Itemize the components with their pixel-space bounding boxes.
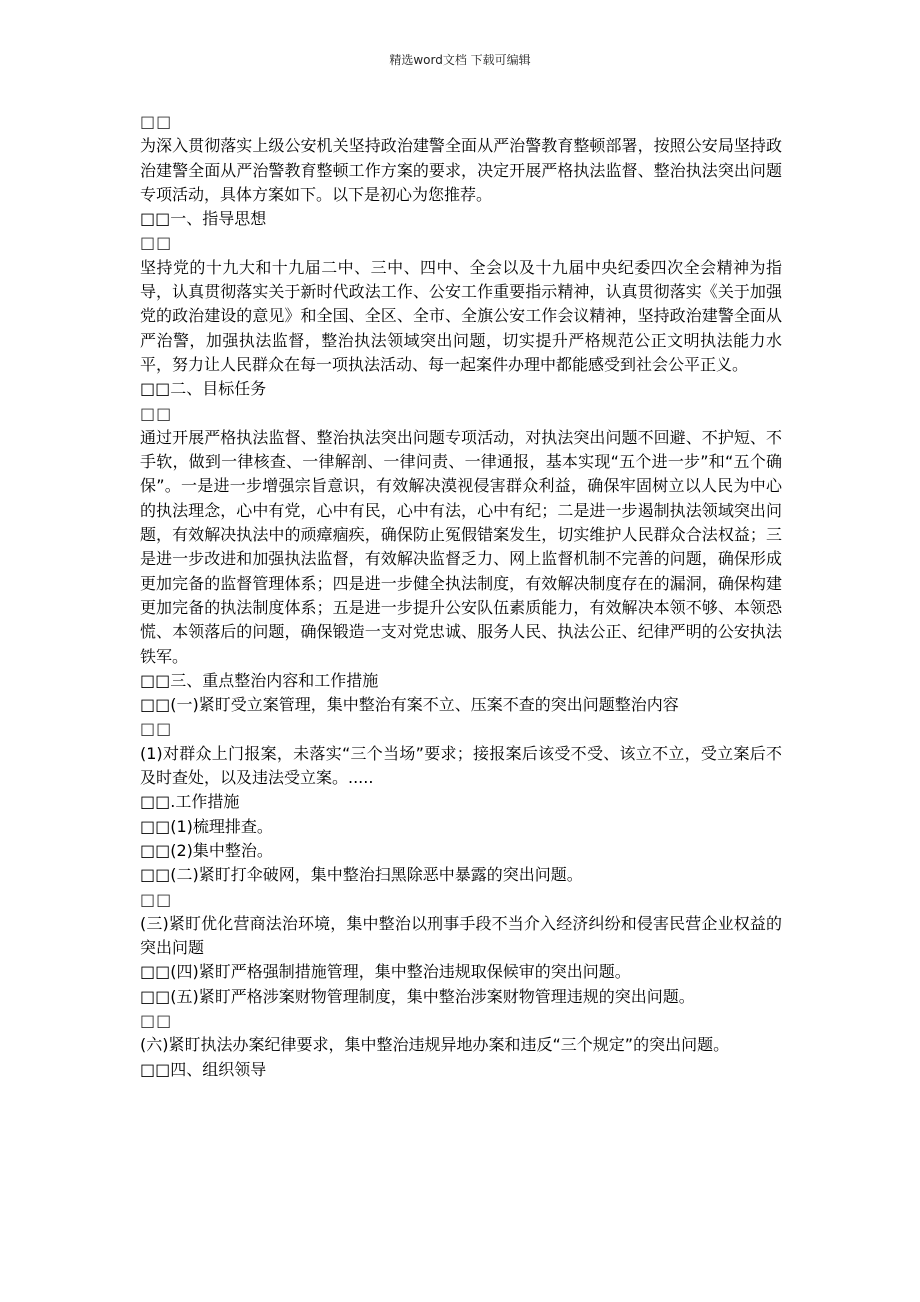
item-coercive-measures: □□(四)紧盯严格强制措施管理，集中整治违规取保候审的突出问题。 [140, 962, 631, 982]
intro-paragraph: 为深入贯彻落实上级公安机关坚持政治建警全面从严治警教育整顿部署，按照公安局坚持政治建警全面从严治警教育整顿工作方案的要求，决定开展严格执法监督、整治执法突出问题专项活动，具体方案如下。以下是初心为您推荐。 [140, 136, 782, 204]
goals-paragraph: 通过开展严格执法监督、整治执法突出问题专项活动，对执法突出问题不回避、不护短、不手软，做到一律核查、一律解剖、一律问责、一律通报，基本实现“五个进一步”和“五个确保”。一是进一步增强宗旨意识，有效解决漠视侵害群众利益，确保牢固树立以人民为中心的执法理念，心中有党，心中有民，心中有法，心中有纪；二是进一步遏制执法领域突出问题，有效解决执法中的顽瘴痼疾，确保防止冤假错案发生，切实维护人民群众合法权益；三是进一步改进和加强执法监督，有效解决监督乏力、网上监督机制不完善的问题，确保形成更加完备的监督管理体系；四是进一步健全执法制度，有效解决制度存在的漏洞，确保构建更加完备的执法制度体系；五是进一步提升公安队伍素质能力，有效解决本领不够、本领恐慌、本领落后的问题，确保锻造一支对党忠诚、服务人民、执法公正、纪律严明的公安执法铁军。 [140, 427, 782, 666]
guiding-ideology-paragraph: 坚持党的十九大和十九届二中、三中、四中、全会以及十九届中央纪委四次全会精神为指导，认真贯彻落实关于新时代政法工作、公安工作重要指示精神，认真贯彻落实《关于加强党的政治建设的意见》和全国、全区、全市、全旗公安工作会议精神，坚持政治建警全面从严治警，加强执法监督，整治执法领域突出问题，切实提升严格规范公正文明执法能力水平，努力让人民群众在每一项执法活动、每一起案件办理中都能感受到社会公平正义。 [140, 257, 782, 374]
work-measures-heading: □□.工作措施 [140, 792, 240, 812]
measure-item-rectify: □□(2)集中整治。 [140, 840, 273, 860]
placeholder-glyphs: □□ [140, 403, 173, 423]
placeholder-glyphs: □□ [140, 233, 173, 253]
item-case-discipline: (六)紧盯执法办案纪律要求，集中整治违规异地办案和违反“三个规定”的突出问题。 [140, 1035, 730, 1055]
item-property-management: □□(五)紧盯严格涉案财物管理制度，集中整治涉案财物管理违规的突出问题。 [140, 986, 695, 1006]
section-heading-leadership: □□四、组织领导 [140, 1059, 267, 1079]
placeholder-glyphs: □□ [140, 719, 173, 739]
placeholder-glyphs: □□ [140, 1010, 173, 1030]
section-heading-key-measures: □□三、重点整治内容和工作措施 [140, 670, 379, 690]
placeholder-glyphs: □□ [140, 889, 173, 909]
item-heading-case-filing: □□(一)紧盯受立案管理，集中整治有案不立、压案不查的突出问题整治内容 [140, 695, 679, 715]
placeholder-glyphs: □□ [140, 112, 173, 131]
page-header: 精选word文档 下载可编辑 [389, 53, 531, 67]
item-heading-anti-gang: □□(二)紧盯打伞破网，集中整治扫黑除恶中暴露的突出问题。 [140, 865, 583, 885]
measure-item-review: □□(1)梳理排查。 [140, 816, 273, 836]
item-business-environment: (三)紧盯优化营商法治环境，集中整治以刑事手段不当介入经济纠纷和侵害民营企业权益的突出问题 [140, 913, 782, 958]
section-heading-guiding-ideology: □□一、指导思想 [140, 209, 267, 229]
document-body [140, 110, 782, 1082]
section-heading-goals: □□二、目标任务 [140, 379, 267, 399]
case-filing-paragraph: (1)对群众上门报案，未落实“三个当场”要求；接报案后该受不受、该立不立，受立案后不及时查处，以及违法受立案。..... [140, 743, 782, 788]
